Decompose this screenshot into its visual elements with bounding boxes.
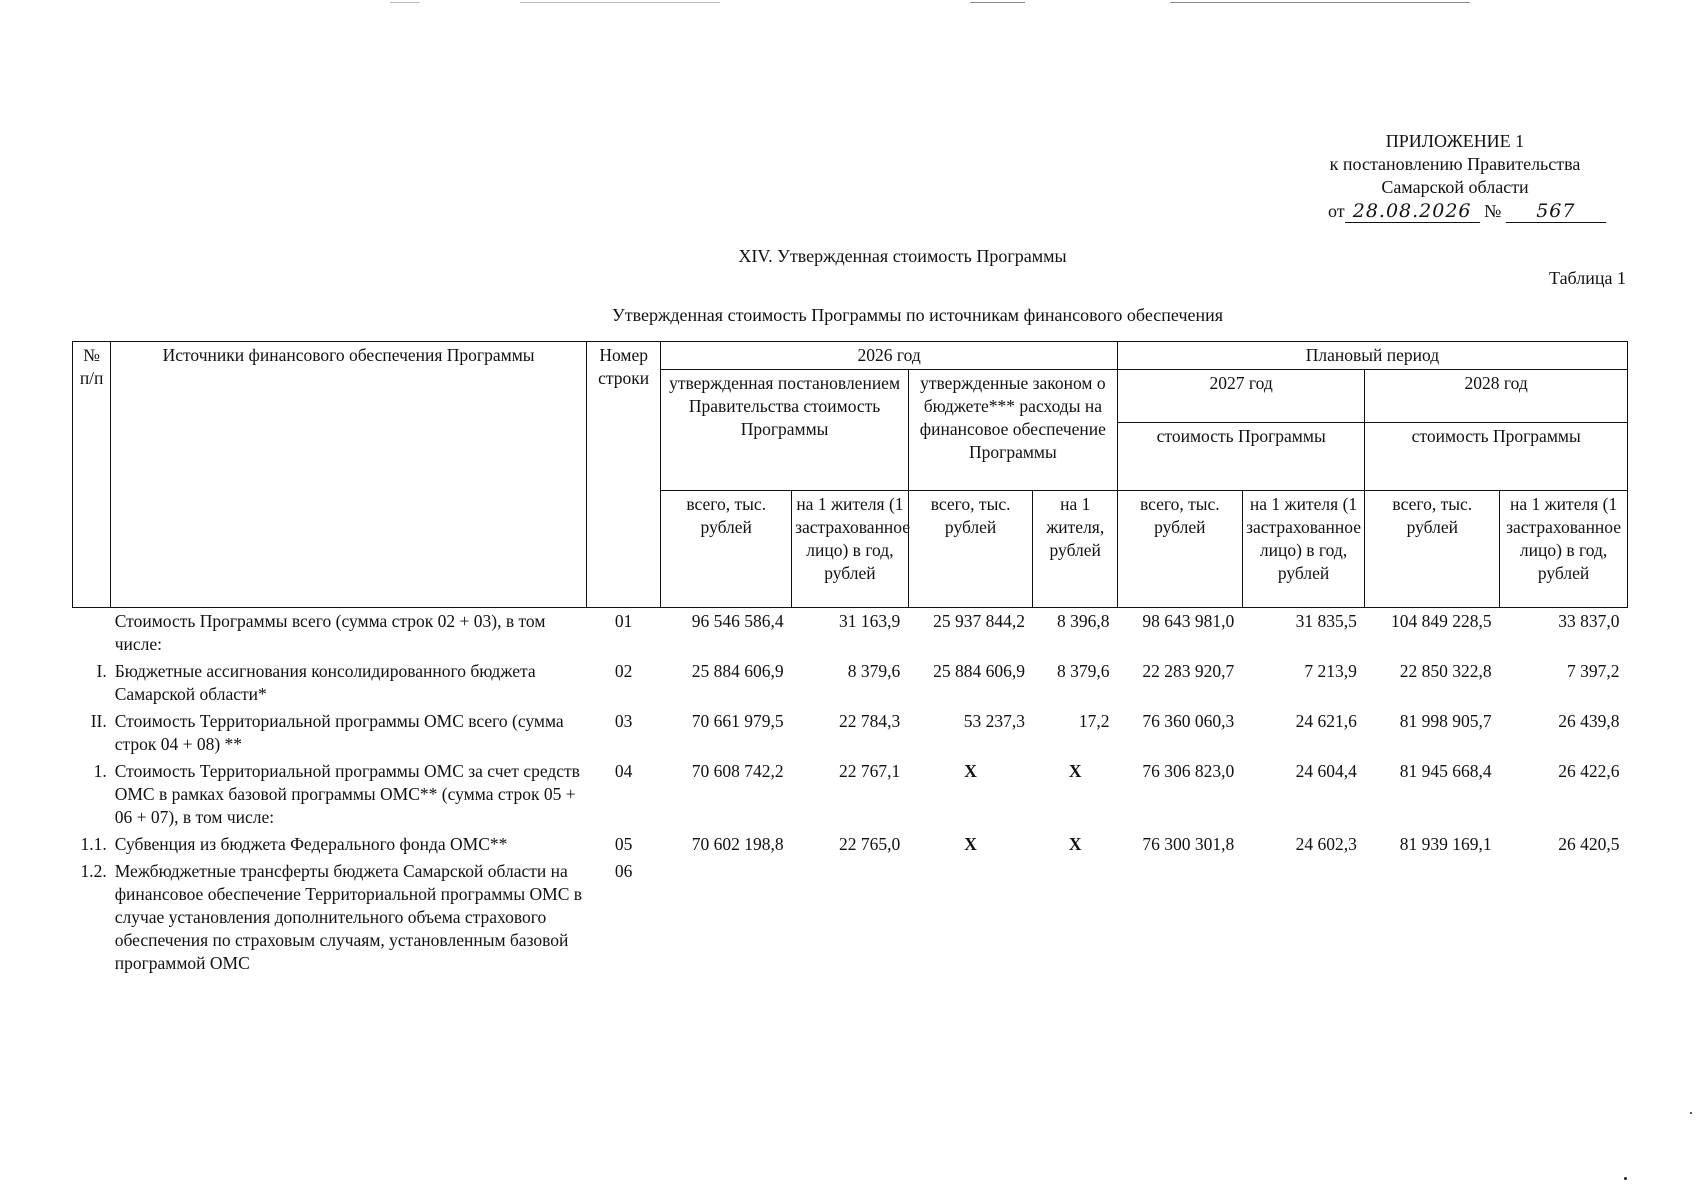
- row-name: Субвенция из бюджета Федерального фонда ОМС**: [114, 834, 508, 854]
- header-row-code: Номер строки: [586, 342, 660, 608]
- value-total-2028: 81 939 169,1: [1399, 834, 1492, 854]
- value-per-capita-2026-law: X: [1068, 834, 1082, 854]
- value-total-2027: 22 283 920,7: [1142, 661, 1235, 681]
- table-caption: Утвержденная стоимость Программы по источникам финансового обеспечения: [611, 305, 1224, 325]
- value-total-2028: [1365, 858, 1500, 977]
- table-row: [73, 658, 1628, 708]
- appendix-date: 28.08.2026: [1345, 200, 1480, 223]
- value-per-capita-2027: 24 604,4: [1295, 761, 1357, 781]
- header-total-thousand: всего, тыс. рублей: [1365, 491, 1500, 608]
- row-name: Бюджетные ассигнования консолидированного бюджета Самарской области*: [114, 661, 536, 704]
- value-total-2026-law: 25 884 606,9: [933, 661, 1025, 681]
- row-code: 01: [614, 611, 633, 631]
- section-title: XIV. Утвержденная стоимость Программы: [738, 246, 1067, 266]
- value-total-2027: 76 306 823,0: [1142, 761, 1235, 781]
- row-code: 06: [614, 861, 633, 881]
- row-index: II.: [90, 711, 107, 731]
- value-total-2026-gov: [661, 858, 792, 977]
- number-prefix: №: [1484, 201, 1502, 221]
- value-total-2026-gov: 70 602 198,8: [691, 834, 784, 854]
- row-index: 1.: [93, 761, 107, 781]
- value-per-capita-2026-gov: [792, 858, 909, 977]
- header-total-thousand: всего, тыс. рублей: [661, 491, 792, 608]
- date-prefix: от: [1328, 201, 1345, 221]
- value-total-2026-law: 25 937 844,2: [933, 611, 1025, 631]
- header-source: Источники финансового обеспечения Программы: [111, 342, 587, 608]
- value-per-capita-2026-law: 8 379,6: [1056, 661, 1110, 681]
- row-index: 1.1.: [80, 834, 107, 854]
- value-per-capita-2028: 33 837,0: [1558, 611, 1620, 631]
- header-per-resident: на 1 жителя, рублей: [1033, 491, 1118, 608]
- table-row: [73, 758, 1628, 831]
- appendix-date-line: [1328, 200, 1606, 223]
- value-total-2026-gov: 96 546 586,4: [691, 611, 784, 631]
- value-per-capita-2027: 24 602,3: [1295, 834, 1357, 854]
- value-total-2028: 22 850 322,8: [1399, 661, 1492, 681]
- scan-speck: [1624, 1177, 1627, 1180]
- row-code: 02: [614, 661, 633, 681]
- header-approved-by-government: утвержденная постановлением Правительства стоимость Программы: [661, 370, 908, 491]
- row-index: [73, 608, 111, 659]
- value-total-2027: 76 300 301,8: [1142, 834, 1235, 854]
- row-name: Межбюджетные трансферты бюджета Самарской области на финансовое обеспечение Территориальной программы ОМС в случае установления дополнительного объема страхового обеспечения по страховым случаям, установленным базовой программой ОМС: [114, 861, 582, 973]
- value-total-2026-law: X: [964, 761, 977, 781]
- header-per-insured: на 1 жителя (1 застрахованное лицо) в год, рублей: [1500, 491, 1628, 608]
- value-per-capita-2026-gov: 22 767,1: [839, 761, 901, 781]
- value-total-2026-law: 53 237,3: [963, 711, 1025, 731]
- value-per-capita-2026-law: 17,2: [1078, 711, 1110, 731]
- header-total-thousand: всего, тыс. рублей: [1117, 491, 1242, 608]
- header-year-2026: 2026 год: [661, 342, 1118, 370]
- table-row: [73, 608, 1628, 659]
- header-program-cost-2027: стоимость Программы: [1117, 423, 1364, 491]
- value-total-2026-law: X: [964, 834, 977, 854]
- row-name: Стоимость Программы всего (сумма строк 02 + 03), в том числе:: [114, 611, 546, 654]
- appendix-title: ПРИЛОЖЕНИЕ 1: [1385, 131, 1525, 151]
- appendix-line: Самарской области: [1381, 177, 1529, 197]
- value-total-2026-law: [908, 858, 1033, 977]
- scan-speck: [1690, 1112, 1692, 1114]
- value-total-2028: 81 998 905,7: [1399, 711, 1492, 731]
- header-row-number: № п/п: [73, 342, 111, 608]
- row-code: 03: [614, 711, 633, 731]
- value-per-capita-2026-gov: 8 379,6: [847, 661, 901, 681]
- value-per-capita-2027: 24 621,6: [1295, 711, 1357, 731]
- header-planned-period: Плановый период: [1117, 342, 1627, 370]
- value-per-capita-2027: [1242, 858, 1365, 977]
- value-per-capita-2028: [1500, 858, 1628, 977]
- row-index: I.: [96, 661, 107, 681]
- header-program-cost-2028: стоимость Программы: [1365, 423, 1628, 491]
- row-code: 05: [614, 834, 633, 854]
- value-per-capita-2026-gov: 31 163,9: [839, 611, 901, 631]
- value-per-capita-2028: 26 420,5: [1558, 834, 1620, 854]
- value-total-2027: [1117, 858, 1242, 977]
- appendix-line: к постановлению Правительства: [1329, 154, 1581, 174]
- appendix-block: [1295, 130, 1615, 199]
- cost-table: [72, 341, 1628, 977]
- value-total-2028: 104 849 228,5: [1391, 611, 1492, 631]
- value-per-capita-2028: 7 397,2: [1567, 661, 1620, 681]
- value-total-2027: 98 643 981,0: [1142, 611, 1235, 631]
- value-per-capita-2028: 26 439,8: [1558, 711, 1620, 731]
- value-per-capita-2028: 26 422,6: [1558, 761, 1620, 781]
- row-name: Стоимость Территориальной программы ОМС за счет средств ОМС в рамках базовой программы ОМС** (сумма строк 05 + 06 + 07), в том числе:: [114, 761, 580, 827]
- table-row: [73, 831, 1628, 858]
- header-year-2027: 2027 год: [1117, 370, 1364, 423]
- value-total-2026-gov: 70 608 742,2: [691, 761, 784, 781]
- table-row: [73, 858, 1628, 977]
- value-per-capita-2026-law: X: [1068, 761, 1082, 781]
- value-per-capita-2026-gov: 22 784,3: [839, 711, 901, 731]
- row-code: 04: [614, 761, 633, 781]
- table-label: Таблица 1: [1549, 268, 1626, 288]
- row-index: 1.2.: [80, 861, 107, 881]
- header-total-thousand: всего, тыс. рублей: [908, 491, 1033, 608]
- scan-artifact: [390, 2, 420, 3]
- value-per-capita-2026-gov: 22 765,0: [839, 834, 901, 854]
- value-total-2028: 81 945 668,4: [1399, 761, 1492, 781]
- header-approved-by-law: утвержденные законом о бюджете*** расходы на финансовое обеспечение Программы: [908, 370, 1117, 491]
- value-total-2026-gov: 25 884 606,9: [691, 661, 784, 681]
- value-per-capita-2027: 7 213,9: [1304, 661, 1357, 681]
- scan-artifact: [520, 2, 720, 3]
- appendix-number: 567: [1506, 200, 1606, 223]
- header-per-insured: на 1 жителя (1 застрахованное лицо) в год, рублей: [1242, 491, 1365, 608]
- row-name: Стоимость Территориальной программы ОМС всего (сумма строк 04 + 08) **: [114, 711, 564, 754]
- table-row: [73, 708, 1628, 758]
- scan-artifact: [970, 2, 1025, 3]
- scan-artifact: [1170, 2, 1470, 3]
- value-per-capita-2026-law: [1033, 858, 1118, 977]
- value-per-capita-2027: 31 835,5: [1295, 611, 1357, 631]
- header-year-2028: 2028 год: [1365, 370, 1628, 423]
- value-total-2026-gov: 70 661 979,5: [691, 711, 784, 731]
- header-per-insured: на 1 жителя (1 застрахованное лицо) в год, рублей: [792, 491, 909, 608]
- value-per-capita-2026-law: 8 396,8: [1056, 611, 1110, 631]
- value-total-2027: 76 360 060,3: [1142, 711, 1235, 731]
